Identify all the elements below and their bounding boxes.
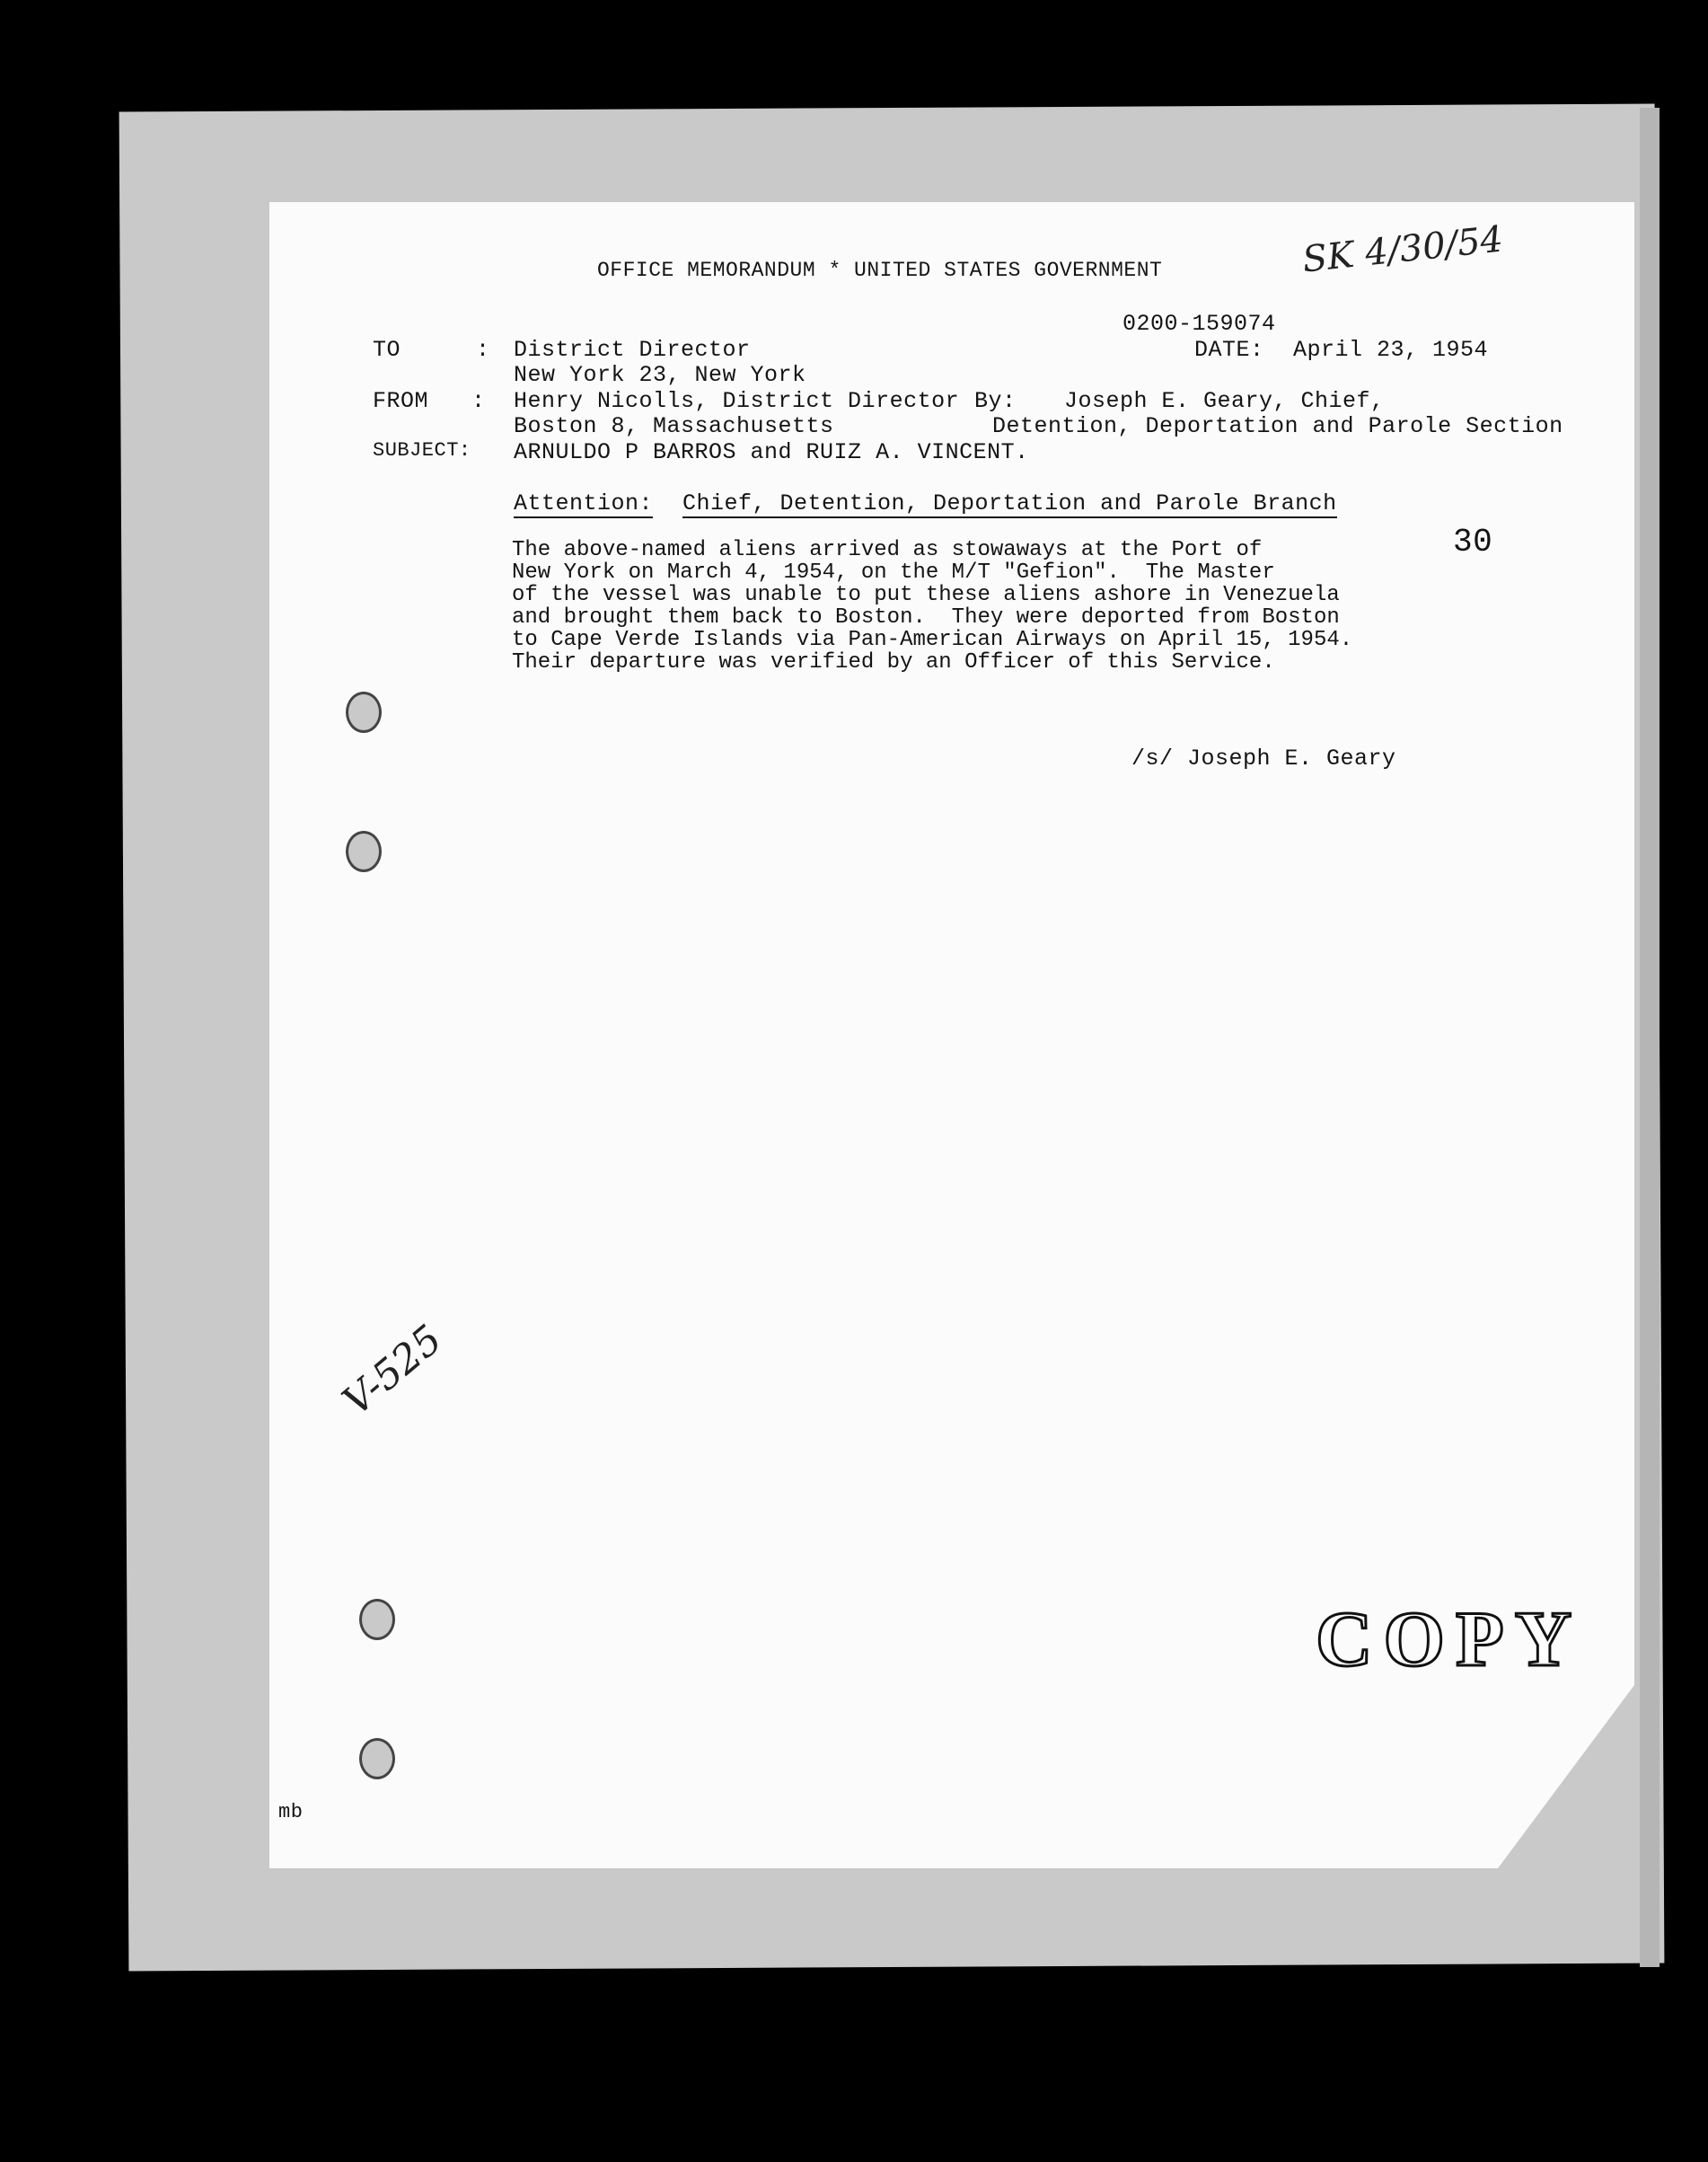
by-line-1: Joseph E. Geary, Chief,: [1064, 388, 1385, 414]
backing-edge: [1640, 108, 1660, 1967]
date-value: April 23, 1954: [1293, 337, 1489, 363]
from-label: FROM: [373, 388, 429, 414]
from-line-1: Henry Nicolls, District Director: [514, 388, 960, 414]
body-line: to Cape Verde Islands via Pan-American Airways on April 15, 1954.: [512, 628, 1353, 652]
memo-title: OFFICE MEMORANDUM * UNITED STATES GOVERNMENT: [597, 259, 1163, 282]
copy-stamp: COPY: [1316, 1596, 1583, 1683]
punch-hole: [359, 1599, 395, 1640]
from-line-2: Boston 8, Massachusetts: [514, 413, 834, 439]
file-number: 0200-159074: [1123, 311, 1276, 337]
handwritten-date: SK 4/30/54: [1300, 218, 1505, 281]
to-label: TO: [373, 337, 401, 363]
punch-hole: [359, 1738, 395, 1779]
body-line: Their departure was verified by an Officer of this Service.: [512, 650, 1275, 675]
by-label: By:: [974, 388, 1017, 414]
body-line: of the vessel was unable to put these aliens ashore in Venezuela: [512, 583, 1340, 607]
signature: /s/ Joseph E. Geary: [1131, 746, 1396, 772]
subject-label: SUBJECT:: [373, 439, 471, 462]
body-line: New York on March 4, 1954, on the M/T "Gefion". The Master: [512, 560, 1275, 585]
from-colon: :: [471, 388, 486, 414]
attention-label: Attention:: [514, 490, 654, 516]
punch-hole: [346, 831, 382, 872]
attention-value: Chief, Detention, Deportation and Parole Branch: [682, 490, 1337, 516]
margin-note: V-525: [334, 1316, 451, 1425]
to-line-2: New York 23, New York: [514, 362, 806, 388]
date-label: DATE:: [1194, 337, 1264, 363]
typist-initials: mb: [278, 1801, 304, 1823]
subject-value: ARNULDO P BARROS and RUIZ A. VINCENT.: [514, 439, 1029, 465]
by-line-2: Detention, Deportation and Parole Section: [992, 413, 1563, 439]
body-line: and brought them back to Boston. They were deported from Boston: [512, 605, 1340, 630]
to-colon: :: [476, 337, 490, 363]
memo-body: [512, 539, 1464, 674]
body-line: The above-named aliens arrived as stowaways at the Port of: [512, 538, 1263, 562]
punch-hole: [346, 692, 382, 733]
to-line-1: District Director: [514, 337, 751, 363]
page-number: 30: [1453, 524, 1493, 560]
